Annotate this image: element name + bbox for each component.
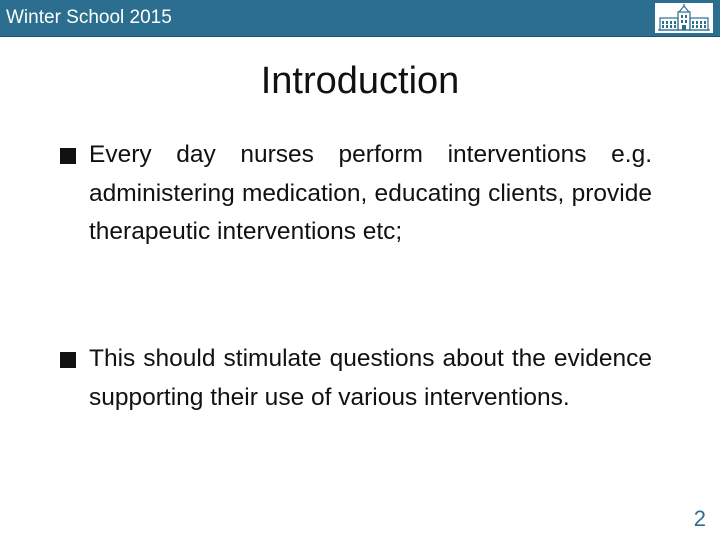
square-bullet-icon (60, 352, 76, 368)
bullet-item-2 (60, 340, 652, 417)
bullet-text-1: Every day nurses perform interventions e.g. administering medication, educating clients, provide therapeutic interventions etc; (89, 141, 652, 245)
slide-title: Introduction (260, 60, 460, 102)
square-bullet-icon (60, 148, 76, 164)
header-bar (0, 0, 720, 37)
bullet-text-2: This should stimulate questions about the evidence supporting their use of various interventions. (89, 345, 652, 411)
university-building-icon (655, 3, 713, 33)
page-number: 2 (693, 506, 706, 531)
header-title: Winter School 2015 (6, 7, 172, 28)
bullet-item-1 (60, 136, 652, 252)
